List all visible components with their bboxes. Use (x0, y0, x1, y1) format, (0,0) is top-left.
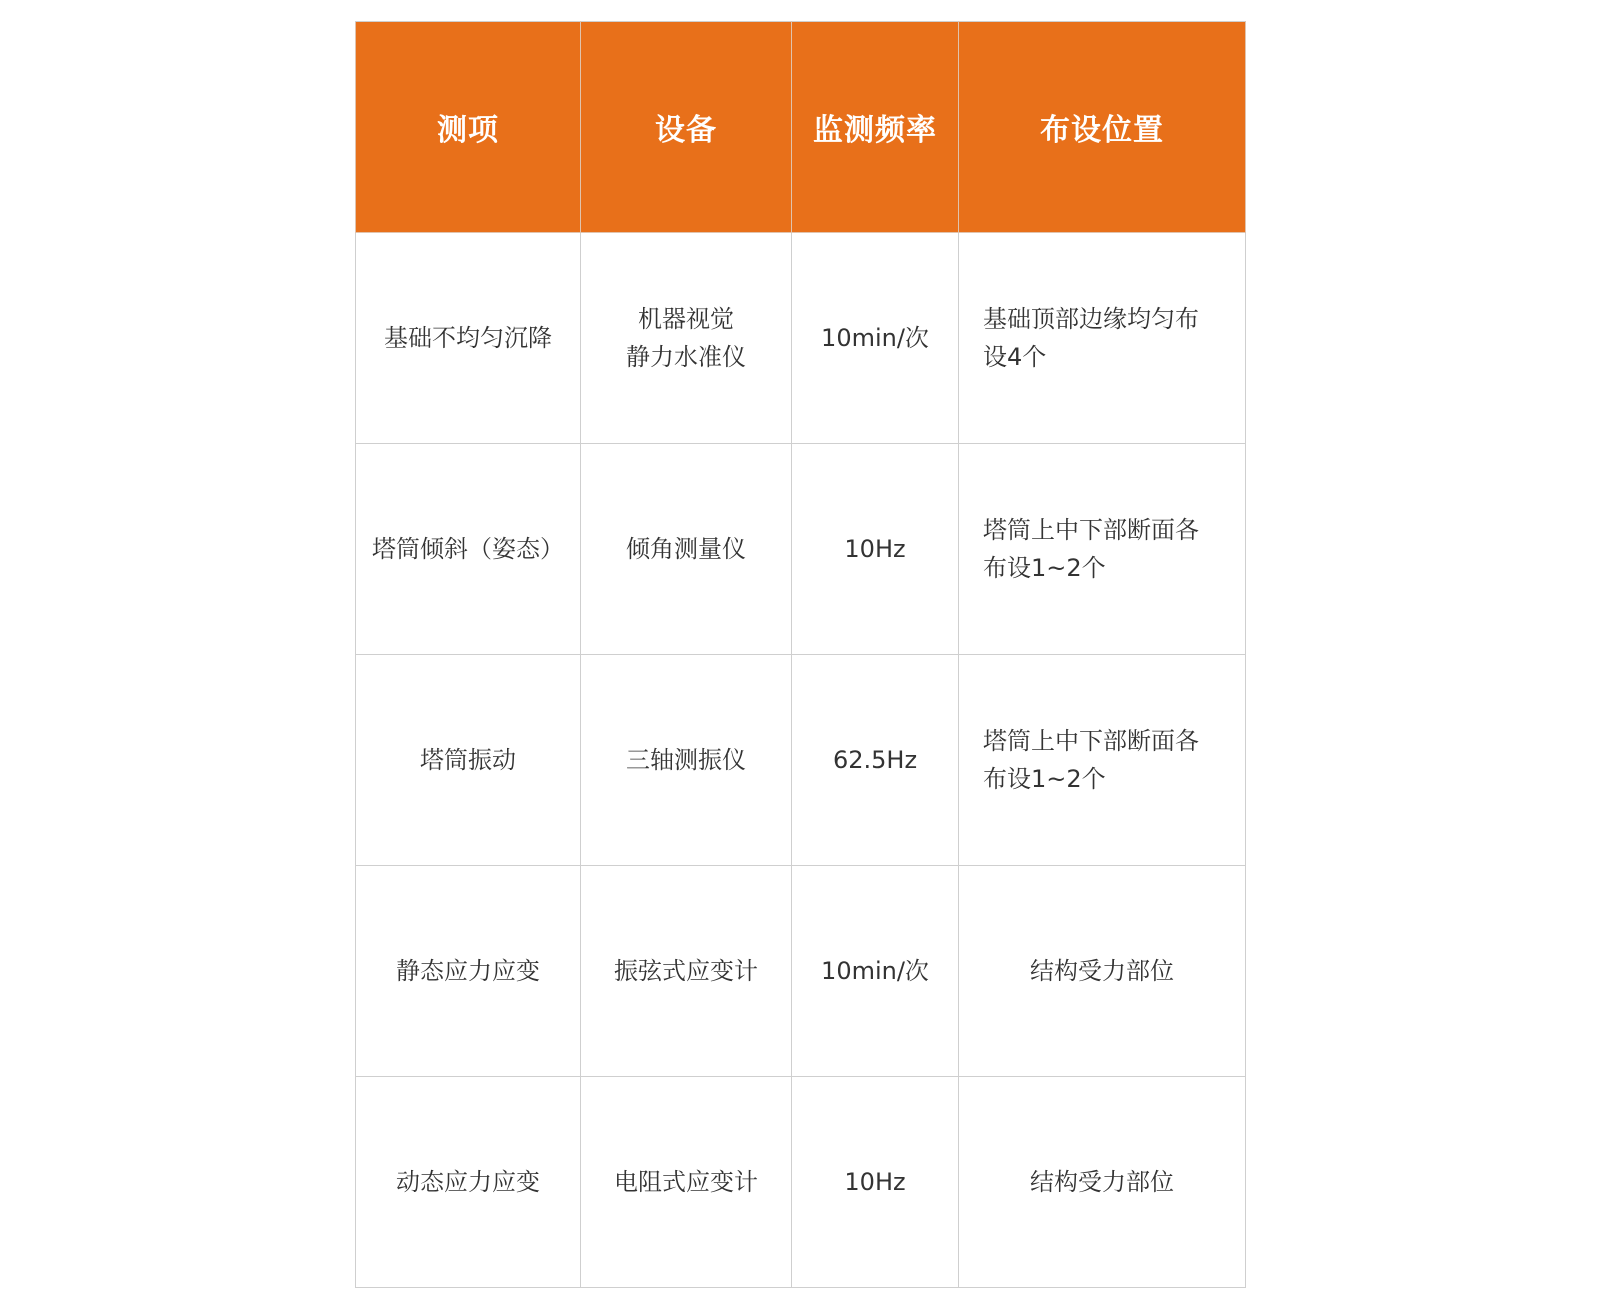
cell-item: 静态应力应变 (356, 866, 581, 1077)
cell-location-line: 基础顶部边缘均匀布 (983, 305, 1199, 333)
cell-location-line: 塔筒上中下部断面各 (983, 516, 1199, 544)
header-location: 布设位置 (959, 22, 1246, 233)
cell-device-line: 三轴测振仪 (626, 746, 746, 774)
cell-location-line: 设4个 (983, 343, 1047, 371)
table-row (356, 233, 1246, 444)
cell-frequency: 10Hz (792, 444, 959, 655)
cell-frequency: 10Hz (792, 1077, 959, 1288)
table-row (356, 655, 1246, 866)
cell-device-line: 电阻式应变计 (614, 1168, 758, 1196)
cell-location (959, 444, 1246, 655)
cell-device (581, 866, 792, 1077)
cell-item: 塔筒倾斜（姿态） (356, 444, 581, 655)
header-frequency: 监测频率 (792, 22, 959, 233)
monitoring-table-container (355, 21, 1246, 1288)
cell-device-line: 机器视觉 (638, 305, 734, 333)
table-row (356, 1077, 1246, 1288)
table-header-row (356, 22, 1246, 233)
cell-device-line: 静力水准仪 (626, 343, 746, 371)
header-item: 测项 (356, 22, 581, 233)
cell-location-line: 结构受力部位 (1030, 1168, 1174, 1196)
monitoring-table (355, 21, 1246, 1288)
cell-location (959, 1077, 1246, 1288)
cell-device (581, 655, 792, 866)
cell-location-line: 布设1~2个 (983, 554, 1106, 582)
cell-frequency: 10min/次 (792, 866, 959, 1077)
cell-location (959, 655, 1246, 866)
cell-device (581, 444, 792, 655)
table-row (356, 866, 1246, 1077)
cell-location (959, 866, 1246, 1077)
header-device: 设备 (581, 22, 792, 233)
cell-item: 塔筒振动 (356, 655, 581, 866)
table-row (356, 444, 1246, 655)
cell-device (581, 1077, 792, 1288)
cell-location-line: 结构受力部位 (1030, 957, 1174, 985)
cell-location-line: 布设1~2个 (983, 765, 1106, 793)
cell-device-line: 振弦式应变计 (614, 957, 758, 985)
cell-device-line: 倾角测量仪 (626, 535, 746, 563)
cell-frequency: 10min/次 (792, 233, 959, 444)
cell-item: 动态应力应变 (356, 1077, 581, 1288)
cell-location-line: 塔筒上中下部断面各 (983, 727, 1199, 755)
cell-frequency: 62.5Hz (792, 655, 959, 866)
cell-device (581, 233, 792, 444)
cell-location (959, 233, 1246, 444)
cell-item: 基础不均匀沉降 (356, 233, 581, 444)
